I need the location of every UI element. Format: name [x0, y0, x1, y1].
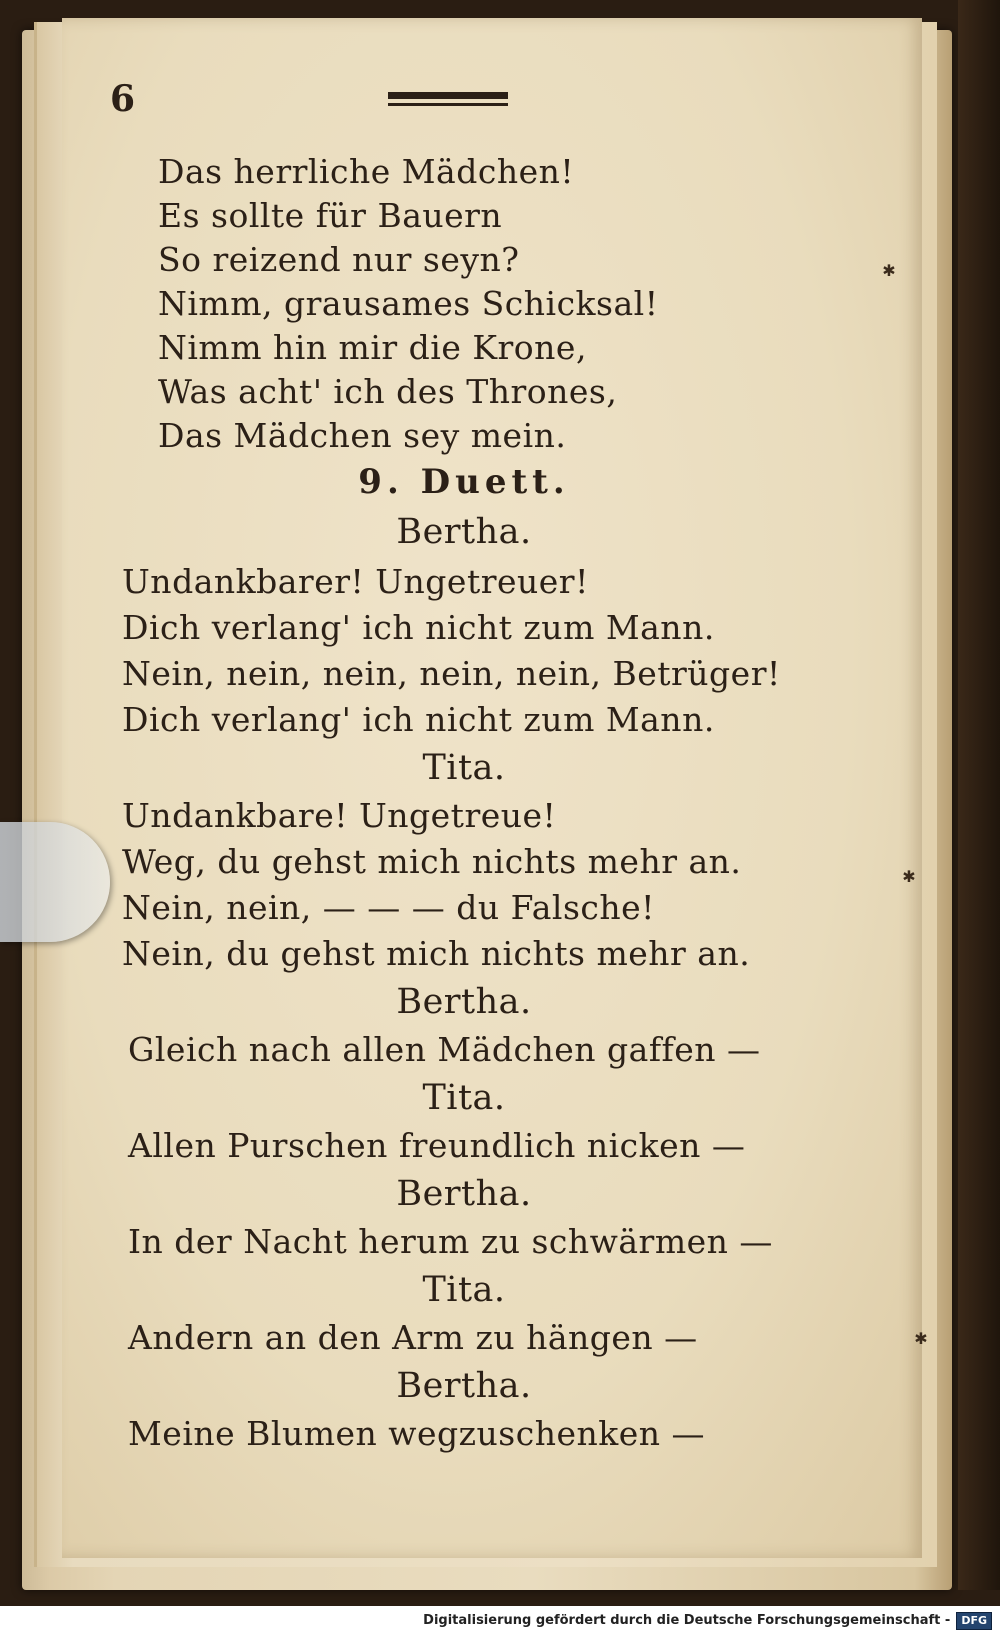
verse-line: Nein, nein, nein, nein, nein, Betrüger!: [122, 654, 781, 693]
ornament-rule: [388, 92, 508, 99]
speaker-name: Bertha.: [396, 982, 532, 1022]
speaker-name: Tita.: [422, 1270, 506, 1310]
speaker-name: Bertha.: [396, 1174, 532, 1214]
speaker-name: Bertha.: [396, 512, 532, 552]
verse-line: Nein, nein, — — — du Falsche!: [122, 888, 655, 927]
verse-line: So reizend nur seyn?: [158, 240, 520, 279]
verse-line: Dich verlang' ich nicht zum Mann.: [122, 608, 715, 647]
speaker-name: Tita.: [422, 1078, 506, 1118]
section-heading: 9. Duett.: [358, 462, 570, 502]
header-ornament: [388, 92, 508, 112]
verse-line: Nein, du gehst mich nichts mehr an.: [122, 934, 751, 973]
verse-line: Meine Blumen wegzuschenken —: [128, 1414, 706, 1453]
verse-line: Gleich nach allen Mädchen gaffen —: [128, 1030, 761, 1069]
verse-line: Das Mädchen sey mein.: [158, 416, 567, 455]
stitch-mark-icon: ✱: [902, 867, 916, 886]
verse-line: Dich verlang' ich nicht zum Mann.: [122, 700, 715, 739]
speaker-name: Bertha.: [396, 1366, 532, 1406]
stitch-mark-icon: ✱: [914, 1329, 928, 1348]
speaker-name: Tita.: [422, 748, 506, 788]
verse-line: Nimm, grausames Schicksal!: [158, 284, 659, 323]
verse-line: Nimm hin mir die Krone,: [158, 328, 587, 367]
verse-line: Undankbarer! Ungetreuer!: [122, 562, 589, 601]
page-number: 6: [110, 78, 136, 120]
digitization-footer: [0, 1606, 1000, 1636]
verse-line: Was acht' ich des Thrones,: [158, 372, 618, 411]
dfg-logo: DFG: [956, 1612, 992, 1630]
stitch-mark-icon: ✱: [882, 261, 896, 280]
verse-line: In der Nacht herum zu schwärmen —: [128, 1222, 773, 1261]
verse-line: Das herrliche Mädchen!: [158, 152, 575, 191]
ornament-rule: [388, 103, 508, 106]
verse-line: Allen Purschen freundlich nicken —: [128, 1126, 746, 1165]
verse-line: Andern an den Arm zu hängen —: [128, 1318, 698, 1357]
footer-credit: Digitalisierung gefördert durch die Deutsche Forschungsgemeinschaft -: [423, 1613, 951, 1628]
verse-line: Undankbare! Ungetreue!: [122, 796, 557, 835]
verse-line: Weg, du gehst mich nichts mehr an.: [122, 842, 742, 881]
verse-line: Es sollte für Bauern: [158, 196, 503, 235]
